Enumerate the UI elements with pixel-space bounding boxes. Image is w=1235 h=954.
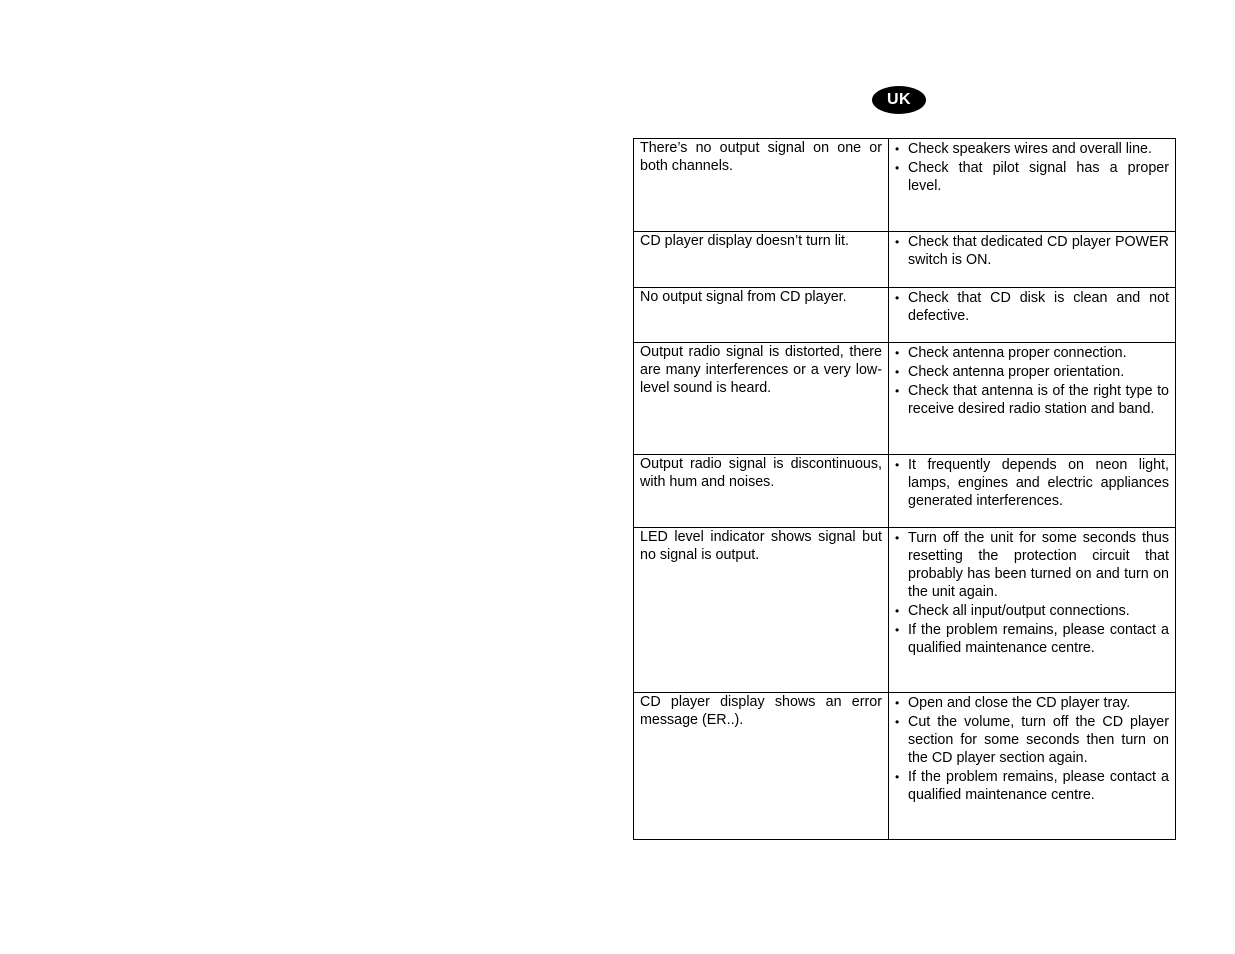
solution-cell [889,232,1176,288]
problem-cell: CD player display doesn’t turn lit. [634,232,889,288]
problem-cell: Output radio signal is distorted, there are many interferences or a very low-level sound is heard. [634,343,889,455]
table-row [634,139,1176,232]
solution-cell [889,528,1176,693]
problem-cell: LED level indicator shows signal but no signal is output. [634,528,889,693]
solution-list [895,233,1169,269]
solution-cell [889,139,1176,232]
list-item: • Check all input/output connections. [895,602,1169,620]
solution-list [895,456,1169,510]
table-row [634,232,1176,288]
table-row [634,288,1176,343]
table-row [634,693,1176,840]
solution-list [895,289,1169,325]
list-item: • Check that antenna is of the right type to receive desired radio station and band. [895,382,1169,418]
list-item: • If the problem remains, please contact a qualified maintenance centre. [895,768,1169,804]
list-item: • Open and close the CD player tray. [895,694,1169,712]
solution-cell [889,693,1176,840]
solution-cell [889,343,1176,455]
list-item: • Check that pilot signal has a proper level. [895,159,1169,195]
problem-cell: CD player display shows an error message (ER..). [634,693,889,840]
table-row [634,455,1176,528]
list-item: • Cut the volume, turn off the CD player section for some seconds then turn on the CD player section again. [895,713,1169,767]
problem-cell: There’s no output signal on one or both channels. [634,139,889,232]
table-row [634,528,1176,693]
list-item: • Check antenna proper connection. [895,344,1169,362]
list-item: • If the problem remains, please contact a qualified maintenance centre. [895,621,1169,657]
solution-cell [889,455,1176,528]
list-item: • Check that CD disk is clean and not defective. [895,289,1169,325]
solution-list [895,694,1169,804]
list-item: • It frequently depends on neon light, lamps, engines and electric appliances generated interferences. [895,456,1169,510]
list-item: • Check speakers wires and overall line. [895,140,1169,158]
list-item: • Check antenna proper orientation. [895,363,1169,381]
list-item: • Turn off the unit for some seconds thus resetting the protection circuit that probably has been turned on and turn on the unit again. [895,529,1169,601]
solution-cell [889,288,1176,343]
problem-cell: No output signal from CD player. [634,288,889,343]
problem-cell: Output radio signal is discontinuous, with hum and noises. [634,455,889,528]
solution-list [895,529,1169,657]
solution-list [895,344,1169,418]
uk-language-badge: UK [872,86,926,114]
table-row [634,343,1176,455]
troubleshooting-table [633,138,1176,840]
list-item: • Check that dedicated CD player POWER switch is ON. [895,233,1169,269]
solution-list [895,140,1169,195]
